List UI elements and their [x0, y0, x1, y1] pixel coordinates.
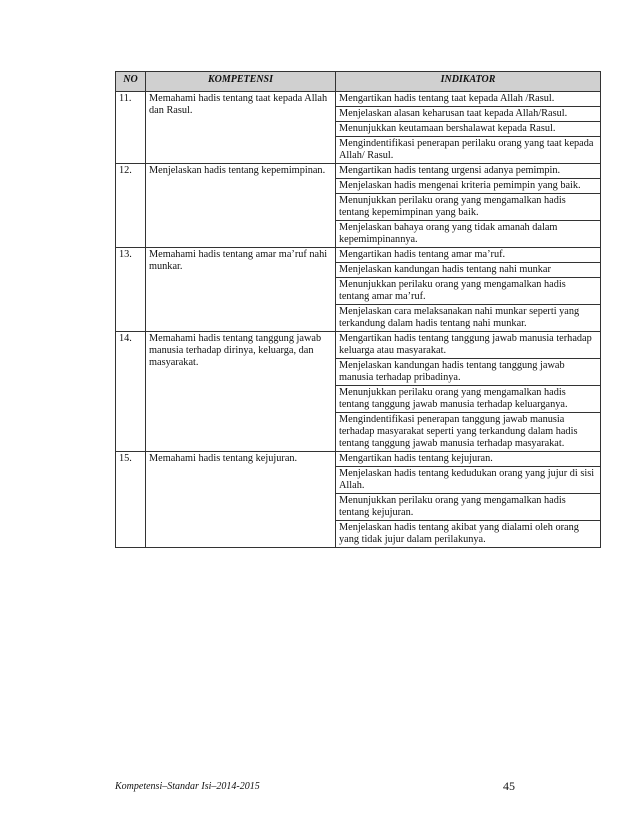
- table-row: [116, 164, 601, 179]
- indikator-cell: Mengindentifikasi penerapan tanggung jawab manusia terhadap masyarakat seperti yang terkandung dalam hadis tentang tanggung jawab manusia terhadap masyarakat.: [336, 413, 601, 452]
- indikator-cell: Menjelaskan hadis tentang akibat yang dialami oleh orang yang tidak jujur dalam perilakunya.: [336, 521, 601, 548]
- indikator-cell: Menunjukkan perilaku orang yang mengamalkan hadis tentang kepemimpinan yang baik.: [336, 194, 601, 221]
- header-no: NO: [116, 72, 146, 92]
- header-indikator: INDIKATOR: [336, 72, 601, 92]
- table-body: [116, 92, 601, 548]
- indikator-cell: Menjelaskan kandungan hadis tentang tanggung jawab manusia terhadap pribadinya.: [336, 359, 601, 386]
- indikator-cell: Mengindentifikasi penerapan perilaku orang yang taat kepada Allah/ Rasul.: [336, 137, 601, 164]
- footer-document-title: Kompetensi–Standar Isi–2014-2015: [115, 781, 260, 792]
- indikator-cell: Menunjukkan perilaku orang yang mengamalkan hadis tentang tanggung jawab manusia terhadap keluarganya.: [336, 386, 601, 413]
- row-number: 14.: [116, 332, 146, 452]
- table-row: [116, 248, 601, 263]
- table-header-row: [116, 72, 601, 92]
- kompetensi-cell: Memahami hadis tentang kejujuran.: [146, 452, 336, 548]
- indikator-cell: Menjelaskan kandungan hadis tentang nahi munkar: [336, 263, 601, 278]
- indikator-cell: Mengartikan hadis tentang urgensi adanya pemimpin.: [336, 164, 601, 179]
- kompetensi-cell: Menjelaskan hadis tentang kepemimpinan.: [146, 164, 336, 248]
- indikator-cell: Menunjukkan keutamaan bershalawat kepada Rasul.: [336, 122, 601, 137]
- indikator-cell: Mengartikan hadis tentang amar ma’ruf.: [336, 248, 601, 263]
- indikator-cell: Menunjukkan perilaku orang yang mengamalkan hadis tentang amar ma’ruf.: [336, 278, 601, 305]
- indikator-cell: Menjelaskan hadis tentang kedudukan orang yang jujur di sisi Allah.: [336, 467, 601, 494]
- indikator-cell: Menjelaskan alasan keharusan taat kepada Allah/Rasul.: [336, 107, 601, 122]
- row-number: 12.: [116, 164, 146, 248]
- indikator-cell: Mengartikan hadis tentang taat kepada Allah /Rasul.: [336, 92, 601, 107]
- indikator-cell: Menjelaskan hadis mengenai kriteria pemimpin yang baik.: [336, 179, 601, 194]
- indikator-cell: Mengartikan hadis tentang kejujuran.: [336, 452, 601, 467]
- header-kompetensi: KOMPETENSI: [146, 72, 336, 92]
- row-number: 13.: [116, 248, 146, 332]
- kompetensi-cell: Memahami hadis tentang amar ma’ruf nahi munkar.: [146, 248, 336, 332]
- table-row: [116, 92, 601, 107]
- row-number: 11.: [116, 92, 146, 164]
- indikator-cell: Mengartikan hadis tentang tanggung jawab manusia terhadap keluarga atau masyarakat.: [336, 332, 601, 359]
- row-number: 15.: [116, 452, 146, 548]
- indikator-cell: Menjelaskan cara melaksanakan nahi munkar seperti yang terkandung dalam hadis tentang nahi munkar.: [336, 305, 601, 332]
- kompetensi-cell: Memahami hadis tentang tanggung jawab manusia terhadap dirinya, keluarga, dan masyarakat.: [146, 332, 336, 452]
- competency-table: [115, 71, 601, 548]
- table-row: [116, 332, 601, 359]
- table-row: [116, 452, 601, 467]
- indikator-cell: Menjelaskan bahaya orang yang tidak amanah dalam kepemimpinannya.: [336, 221, 601, 248]
- kompetensi-cell: Memahami hadis tentang taat kepada Allah dan Rasul.: [146, 92, 336, 164]
- indikator-cell: Menunjukkan perilaku orang yang mengamalkan hadis tentang kejujuran.: [336, 494, 601, 521]
- page-number: 45: [503, 779, 515, 793]
